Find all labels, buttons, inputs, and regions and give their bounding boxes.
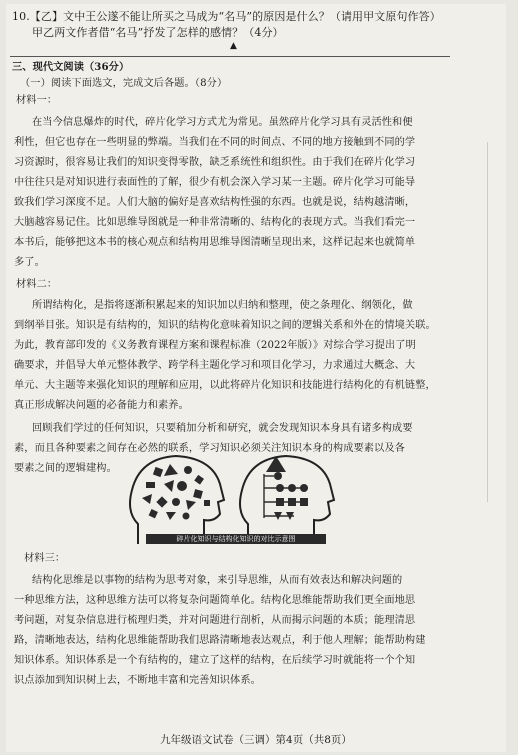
- material3-line: 结构化思维是以事物的结构为思考对象，来引导思维，从而有效表达和解决问题的: [32, 575, 403, 586]
- section3-subtitle: （一）阅读下面选文，完成文后各题。（8分）: [20, 78, 228, 89]
- fragmented-knowledge-shapes: [142, 464, 210, 520]
- material1-line: 本书后，能够把这本书的核心观点和结构用思维导图清晰呈现出来，这样记起来也就简单: [14, 237, 416, 248]
- material2-para2-line: 回顾我们学过的任何知识，只要稍加分析和研究，就会发现知识本身具有诸多构成要: [32, 423, 413, 434]
- material2-line: 到纲举目张。知识是有结构的，知识的结构化意味着知识之间的逻辑关系和外在的情境关联。: [14, 320, 436, 331]
- answer-area-triangle-icon: ▲: [230, 41, 237, 51]
- material3-line: 知识体系。知识体系是一个有结构的，建立了这样的结构，在后续学习时就能将一个个知: [14, 655, 416, 666]
- material2-line: 确要求，并倡导大单元整体教学、跨学科主题化学习和项目化学习，力求通过大概念、大: [14, 360, 416, 371]
- paper-fold-edge: [487, 142, 508, 502]
- material1-line: 在当今信息爆炸的时代，碎片化学习方式尤为常见。虽然碎片化学习具有灵活性和便: [32, 117, 413, 128]
- figure-caption: 碎片化知识与结构化知识的对比示意图: [146, 534, 326, 544]
- question10-line1: 10.【乙】文中王公遂不能让所买之马成为“名马”的原因是什么？（请用甲文原句作答）: [12, 10, 441, 23]
- material2-para2-line: 要素之间的逻辑建构。: [14, 463, 117, 474]
- material2-line: 为此，教育部印发的《义务教育课程方案和课程标准（2022年版）》对综合学习提出了明: [14, 340, 416, 351]
- section-divider: [10, 56, 450, 57]
- material1-line: 多了。: [14, 257, 45, 268]
- material3-line: 考问题，对复杂信息进行梳理归类，并对问题进行剖析，从而揭示问题的本质；能理清思: [14, 615, 416, 626]
- material1-line: 习资源时，很容易让我们的知识变得零散，缺乏系统性和组织性。由于我们在碎片化学习: [14, 157, 416, 168]
- page-footer: 九年级语文试卷（三调）第4页（共8页）: [160, 734, 352, 746]
- material1-line: 中往往只是对知识进行表面性的了解，很少有机会深入学习某一主题。碎片化学习可能导: [14, 177, 416, 188]
- material2-label: 材料二：: [16, 279, 58, 290]
- material1-label: 材料一：: [16, 95, 58, 106]
- material3-line: 一种思维方法，这种思维方法可以将复杂问题简单化。结构化思维能帮助我们更全面地思: [14, 595, 416, 606]
- question10-line2: 甲乙两文作者借“名马”抒发了怎样的感情？（4分）: [32, 26, 284, 39]
- exam-page: [6, 4, 506, 752]
- material1-line: 致我们学习深度不足。人们大脑的偏好是喜欢结构性强的东西。也就是说，结构越清晰，: [14, 197, 416, 208]
- material1-line: 大脑越容易记住。比如思维导图就是一种非常清晰的、结构化的表现方式。当我们看完一: [14, 217, 416, 228]
- structured-knowledge-tree: [264, 456, 308, 520]
- material2-line: 真正形成解决问题的必备能力和素养。: [14, 400, 189, 411]
- material2-line: 所谓结构化，是指将逐渐积累起来的知识加以归纳和整理，使之条理化、纲领化，做: [32, 300, 413, 311]
- material3-line: 路，清晰地表达，结构化思维能帮助我们思路清晰地表达观点，利于他人理解；能帮助构建: [14, 635, 426, 646]
- material3-line: 识点添加到知识树上去，不断地丰富和完善知识体系。: [14, 675, 261, 686]
- right-head-outline: [240, 456, 334, 544]
- material1-line: 利性，但它也存在一些明显的弊端。当我们在不同的时间点、不同的地方接触到不同的学: [14, 137, 416, 148]
- material3-label: 材料三：: [24, 553, 66, 564]
- material2-para2-line: 素，而且各种要素之间存在必然的联系，学习知识必须关注知识本身的构成要素以及各: [14, 443, 405, 454]
- section3-title: 三、现代文阅读（36分）: [12, 61, 130, 73]
- knowledge-heads-figure: [124, 454, 339, 546]
- material2-line: 单元、大主题等来强化知识的理解和应用，以此将碎片化知识和技能进行结构化的有机链整，: [14, 380, 436, 391]
